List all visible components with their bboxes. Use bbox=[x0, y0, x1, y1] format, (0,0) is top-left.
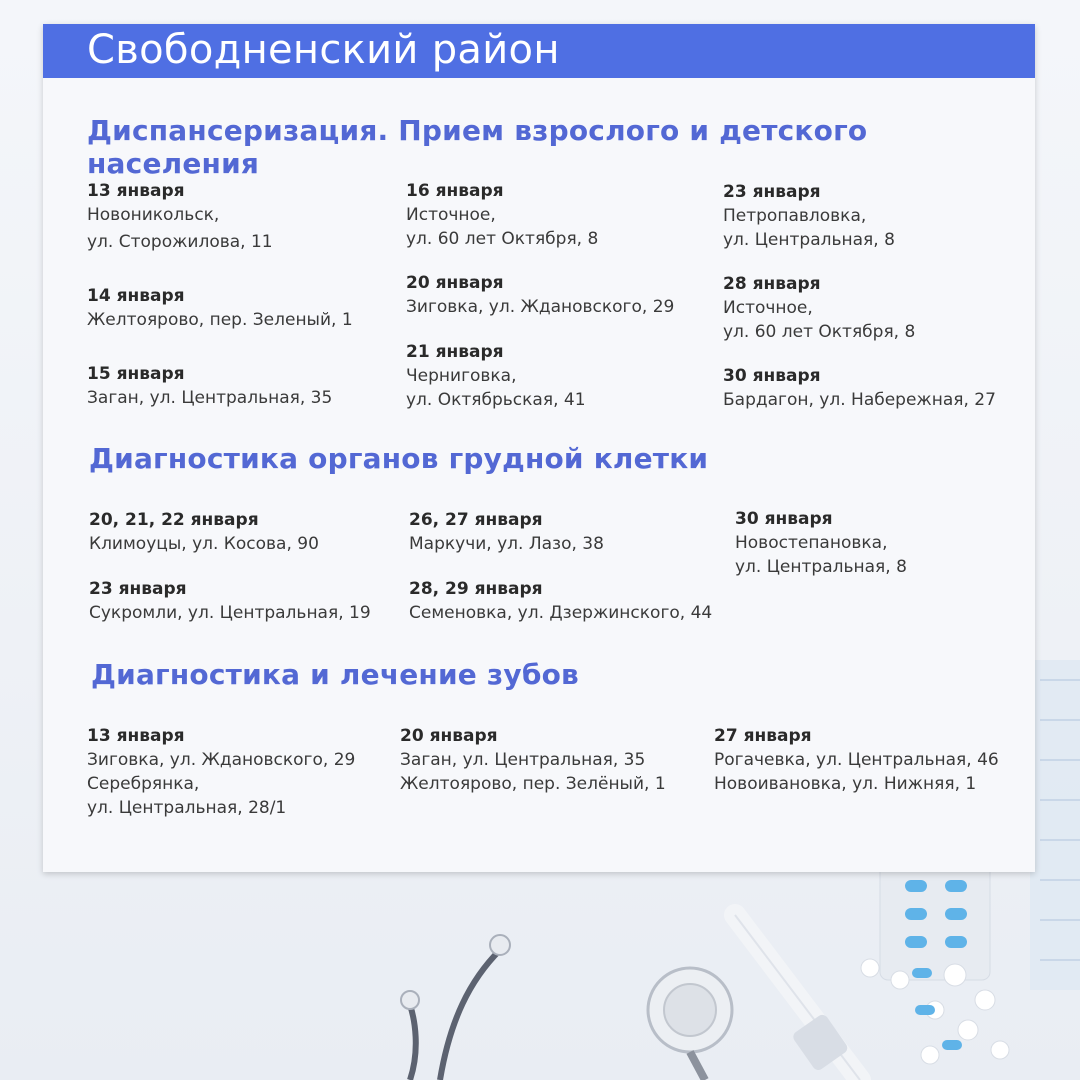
entry-date: 20 января bbox=[400, 726, 498, 746]
entry-date: 15 января bbox=[87, 364, 185, 384]
schedule-entry bbox=[714, 724, 999, 796]
schedule-entry bbox=[87, 362, 332, 410]
entry-location: ул. 60 лет Октября, 8 bbox=[723, 322, 916, 342]
entry-date: 16 января bbox=[406, 181, 504, 201]
section-title-dental: Диагностика и лечение зубов bbox=[91, 658, 579, 691]
entry-date: 21 января bbox=[406, 342, 504, 362]
entry-location: Серебрянка, bbox=[87, 774, 200, 794]
entry-date: 28 января bbox=[723, 274, 821, 294]
header-banner bbox=[43, 24, 1035, 78]
schedule-entry bbox=[89, 577, 371, 625]
page-title: Свободненский район bbox=[87, 27, 560, 73]
schedule-card bbox=[43, 24, 1035, 872]
entry-location: ул. Центральная, 8 bbox=[723, 230, 895, 250]
schedule-entry bbox=[87, 179, 273, 254]
entry-location: Климоуцы, ул. Косова, 90 bbox=[89, 534, 319, 554]
entry-location: Бардагон, ул. Набережная, 27 bbox=[723, 390, 996, 410]
entry-location: ул. 60 лет Октября, 8 bbox=[406, 229, 599, 249]
entry-location: Заган, ул. Центральная, 35 bbox=[400, 750, 646, 770]
entry-location: ул. Сторожилова, 11 bbox=[87, 232, 273, 252]
schedule-entry bbox=[406, 271, 674, 319]
entry-date: 20 января bbox=[406, 273, 504, 293]
section-title-chest-diagnostics: Диагностика органов грудной клетки bbox=[89, 442, 709, 475]
entry-location: Зиговка, ул. Ждановского, 29 bbox=[406, 297, 675, 317]
entry-date: 28, 29 января bbox=[409, 579, 543, 599]
schedule-entry bbox=[87, 284, 353, 332]
entry-location: Черниговка, bbox=[406, 366, 517, 386]
entry-date: 20, 21, 22 января bbox=[89, 510, 259, 530]
entry-location: Источное, bbox=[406, 205, 496, 225]
entry-location: Сукромли, ул. Центральная, 19 bbox=[89, 603, 371, 623]
entry-location: ул. Центральная, 28/1 bbox=[87, 798, 287, 818]
entry-date: 27 января bbox=[714, 726, 812, 746]
entry-date: 14 января bbox=[87, 286, 185, 306]
entry-date: 26, 27 января bbox=[409, 510, 543, 530]
entry-location: Маркучи, ул. Лазо, 38 bbox=[409, 534, 604, 554]
entry-location: Петропавловка, bbox=[723, 206, 867, 226]
entry-date: 23 января bbox=[89, 579, 187, 599]
entry-location: Желтоярово, пер. Зеленый, 1 bbox=[87, 310, 353, 330]
entry-location: ул. Октябрьская, 41 bbox=[406, 390, 586, 410]
schedule-entry bbox=[406, 340, 586, 412]
entry-date: 30 января bbox=[735, 509, 833, 529]
entry-location: ул. Центральная, 8 bbox=[735, 557, 907, 577]
entry-location: Новоивановка, ул. Нижняя, 1 bbox=[714, 774, 977, 794]
schedule-entry bbox=[409, 508, 604, 556]
entry-location: Заган, ул. Центральная, 35 bbox=[87, 388, 333, 408]
entry-location: Новостепановка, bbox=[735, 533, 888, 553]
entry-location: Зиговка, ул. Ждановского, 29 bbox=[87, 750, 356, 770]
entry-location: Желтоярово, пер. Зелёный, 1 bbox=[400, 774, 666, 794]
schedule-entry bbox=[723, 272, 915, 344]
schedule-entry bbox=[723, 180, 895, 252]
schedule-entry bbox=[735, 507, 907, 579]
schedule-entry bbox=[400, 724, 666, 796]
entry-location: Рогачевка, ул. Центральная, 46 bbox=[714, 750, 999, 770]
entry-date: 30 января bbox=[723, 366, 821, 386]
entry-location: Источное, bbox=[723, 298, 813, 318]
entry-location: Семеновка, ул. Дзержинского, 44 bbox=[409, 603, 713, 623]
schedule-entry bbox=[87, 724, 355, 820]
section-title-dispensary: Диспансеризация. Прием взрослого и детского населения bbox=[87, 114, 868, 180]
schedule-entry bbox=[723, 364, 996, 412]
schedule-entry bbox=[406, 179, 598, 251]
entry-date: 23 января bbox=[723, 182, 821, 202]
schedule-entry bbox=[89, 508, 319, 556]
entry-date: 13 января bbox=[87, 181, 185, 201]
entry-date: 13 января bbox=[87, 726, 185, 746]
schedule-entry bbox=[409, 577, 712, 625]
entry-location: Новоникольск, bbox=[87, 205, 220, 225]
